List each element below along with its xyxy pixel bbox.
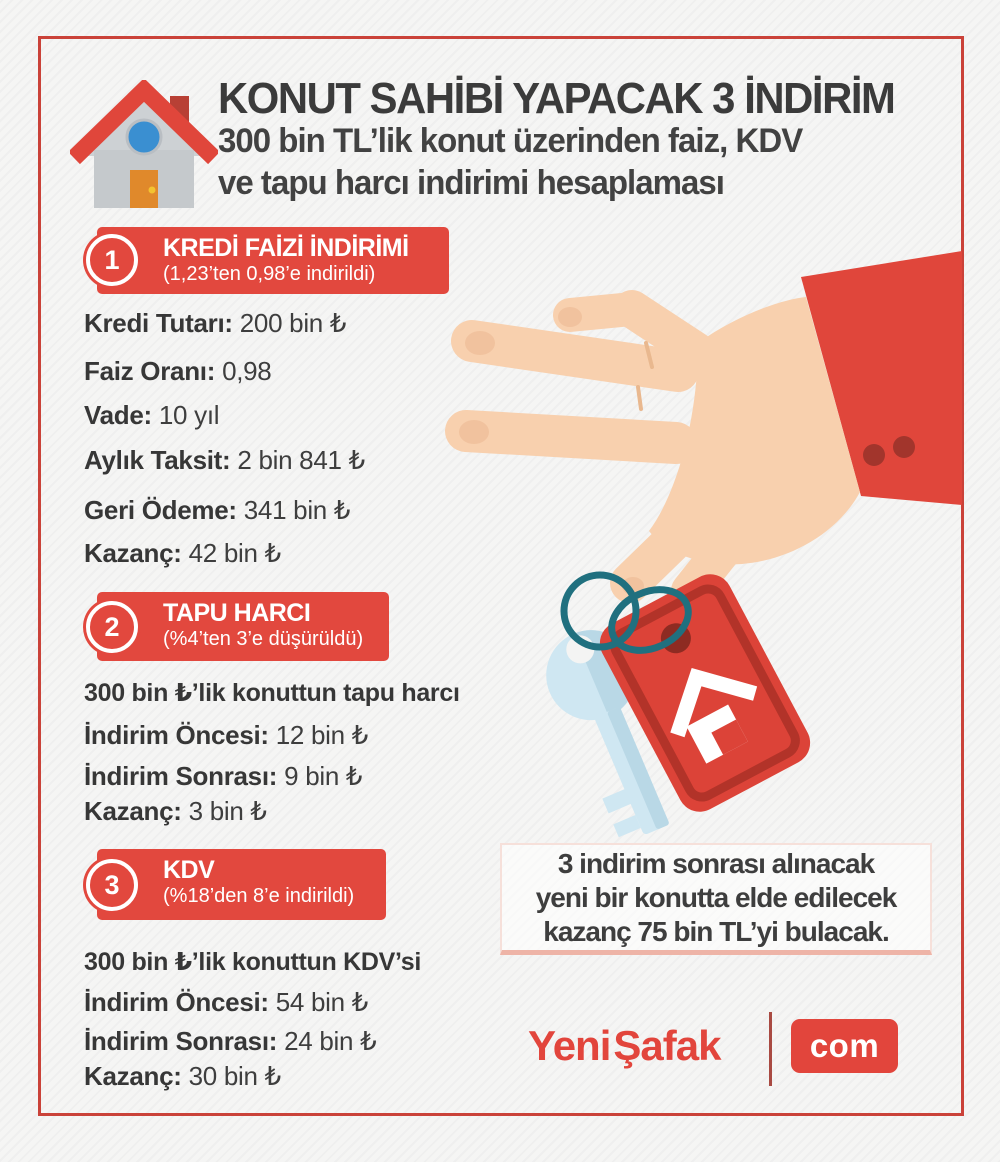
row-label: Kazanç: — [84, 1061, 182, 1091]
credit-amount-row — [84, 308, 346, 339]
row-value: 341 bin ₺ — [243, 495, 351, 525]
row-label: Kredi Tutarı: — [84, 308, 233, 338]
section2-subtitle: (%4’ten 3’e düşürüldü) — [163, 628, 364, 650]
section3-subtitle: (%18’den 8’e indirildi) — [163, 885, 355, 907]
row-value: 2 bin 841 ₺ — [237, 445, 365, 475]
brand-logo — [528, 1022, 720, 1070]
section1-title: KREDİ FAİZİ İNDİRİMİ — [163, 234, 409, 262]
house-icon — [70, 80, 218, 212]
row-value: 12 bin ₺ — [275, 720, 368, 750]
row-label: Geri Ödeme: — [84, 495, 237, 525]
section2-title: TAPU HARCI — [163, 599, 311, 627]
section1-subtitle: (1,23’ten 0,98’e indirildi) — [163, 263, 376, 285]
section3-number: 3 — [104, 869, 120, 900]
row-value: 9 bin ₺ — [284, 761, 363, 791]
monthly-installment-row — [84, 445, 365, 476]
section3-number-badge — [86, 859, 138, 911]
interest-rate-row — [84, 356, 271, 387]
row-label: Kazanç: — [84, 796, 182, 826]
row-value: 10 yıl — [158, 400, 220, 430]
gain-row-1 — [84, 538, 281, 569]
row-label: Faiz Oranı: — [84, 356, 216, 386]
gain-row-2 — [84, 796, 267, 827]
summary-line1: 3 indirim sonrası alınacak — [557, 847, 875, 879]
summary-line2: yeni bir konutta elde edilecek — [535, 881, 897, 913]
section3-title: KDV — [163, 856, 215, 884]
after-discount-row-2 — [84, 761, 362, 792]
row-value: 0,98 — [222, 356, 272, 386]
section1-banner — [97, 227, 449, 294]
hand-holding-keys-illustration — [440, 245, 962, 840]
before-discount-row-3 — [84, 987, 368, 1018]
row-value: 42 bin ₺ — [188, 538, 281, 568]
section2-banner — [97, 592, 389, 661]
summary-box — [500, 843, 932, 955]
section3-banner — [97, 849, 386, 920]
row-value: 54 bin ₺ — [275, 987, 368, 1017]
brand-logo-part2: Şafak — [613, 1022, 721, 1069]
gain-row-3 — [84, 1061, 281, 1092]
after-discount-row-3 — [84, 1026, 376, 1057]
footer-divider — [769, 1012, 772, 1086]
page-subtitle-line2: ve tapu harcı indirimi hesaplaması — [218, 164, 724, 202]
row-label: Aylık Taksit: — [84, 445, 231, 475]
row-label: İndirim Sonrası: — [84, 761, 278, 791]
row-value: 24 bin ₺ — [284, 1026, 377, 1056]
com-badge — [791, 1019, 898, 1073]
row-value: 3 bin ₺ — [188, 796, 267, 826]
summary-line3: kazanç 75 bin TL’yi bulacak. — [543, 915, 889, 947]
section2-number: 2 — [104, 611, 120, 642]
row-value: 200 bin ₺ — [239, 308, 347, 338]
section1-number: 1 — [104, 244, 120, 275]
row-value: 30 bin ₺ — [188, 1061, 281, 1091]
row-label: İndirim Öncesi: — [84, 720, 269, 750]
term-row — [84, 400, 219, 431]
page-subtitle — [218, 120, 802, 204]
section2-number-badge — [86, 601, 138, 653]
before-discount-row-2 — [84, 720, 368, 751]
section3-intro: 300 bin ₺’lik konuttun KDV’si — [84, 948, 421, 976]
com-badge-label: com — [809, 1027, 880, 1064]
row-label: İndirim Sonrası: — [84, 1026, 278, 1056]
brand-logo-part1: Yeni — [528, 1022, 611, 1069]
row-label: Kazanç: — [84, 538, 182, 568]
row-label: Vade: — [84, 400, 152, 430]
page-subtitle-line1: 300 bin TL’lik konut üzerinden faiz, KDV — [218, 122, 803, 160]
repayment-row — [84, 495, 350, 526]
section2-intro: 300 bin ₺’lik konuttun tapu harcı — [84, 679, 460, 707]
page-title: KONUT SAHİBİ YAPACAK 3 İNDİRİM — [218, 74, 895, 123]
house-tag-icon — [592, 566, 818, 819]
row-label: İndirim Öncesi: — [84, 987, 269, 1017]
section1-number-badge — [86, 234, 138, 286]
